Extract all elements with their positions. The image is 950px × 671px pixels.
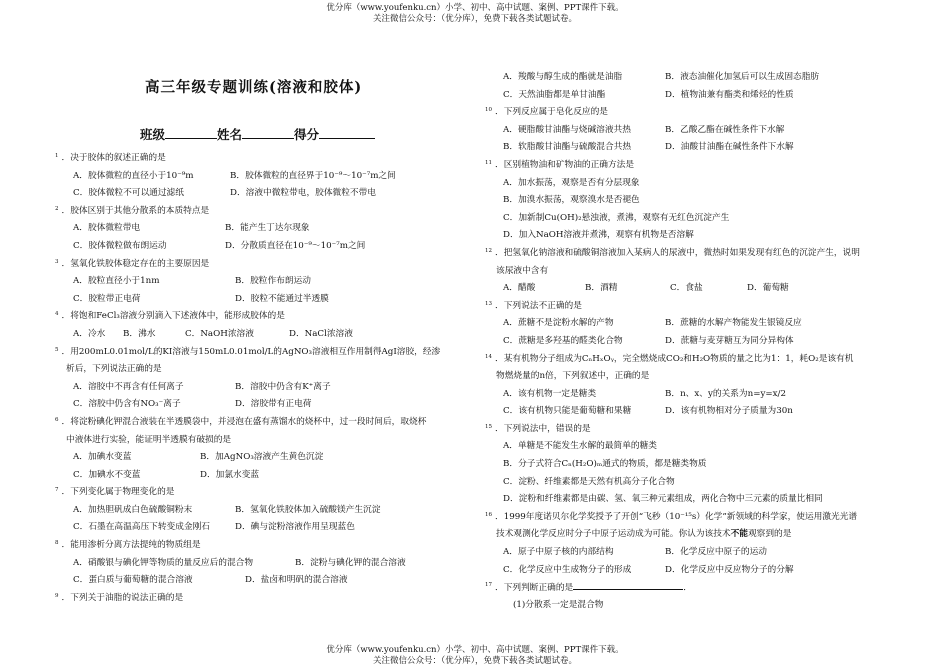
footer-banner-line1: 优分库（www.youfenku.cn）小学、初中、高中试题、案例、PPT课件下载。: [326, 645, 624, 655]
question-1-options-cd: [55, 185, 480, 203]
option-a: A．冷水: [73, 328, 106, 339]
option-a: A．硝酸银与碘化钾等物质的量反应后的混合物: [73, 557, 254, 568]
question-6: $^6$ ．将淀粉碘化钾混合液装在半透膜袋中，并浸泡在盛有蒸馏水的烧杯中，过一段时间后，取烧杯: [55, 416, 427, 427]
option-a: A．羧酸与醇生成的酯就是油脂: [503, 72, 623, 82]
question-11-option-b: B．加溴水振荡，观察溴水是否褪色: [503, 195, 640, 206]
option-b: B．化学反应中原子的运动: [665, 547, 767, 558]
question-4-options: [55, 326, 480, 344]
question-11: $^{11}$ ．区别植物油和矿物油的正确方法是: [485, 159, 634, 170]
option-d: D．该有机物相对分子质量为30n: [665, 406, 793, 417]
option-d: D．加氯水变蓝: [200, 469, 260, 480]
option-d: D．溶液中微粒带电，胶体微粒不带电: [230, 188, 376, 199]
option-c: C．加碘水不变蓝: [73, 469, 141, 480]
question-12: $^{12}$ ．把氢氧化钠溶液和硫酸铜溶液加入某病人的尿液中，微热时如果发现有红色的沉淀产生，说明: [485, 247, 860, 258]
option-c: C．该有机物只能是葡萄糖和果糖: [503, 406, 632, 417]
question-8: $^8$ ．能用渗析分离方法提纯的物质组是: [55, 540, 201, 551]
score-label: 得分: [294, 127, 320, 142]
question-5: $^5$ ．用200mL0.01mol/L的KI溶液与150mL0.01mol/L的AgNO₃溶液相互作用制得AgI溶胶，经渗: [55, 346, 441, 357]
option-b: B．蔗糖的水解产物能发生银镜反应: [665, 318, 802, 329]
option-a: A．胶粒直径小于1nm: [73, 276, 160, 287]
option-c: C．蔗糖是多羟基的醛类化合物: [503, 335, 623, 346]
question-10-options-ab: [485, 122, 910, 140]
footer-banner-line2: 关注微信公众号：（优分库），免费下载各类试题试卷。: [372, 655, 577, 666]
class-blank[interactable]: [165, 127, 217, 139]
question-5-options-cd: [55, 396, 480, 414]
question-12-options: [485, 280, 910, 298]
question-11-option-c: C．加新制Cu(OH)₂悬浊液，煮沸，观察有无红色沉淀产生: [503, 212, 730, 223]
question-10: $^{10}$ ．下列反应属于皂化反应的是: [485, 107, 608, 118]
page-title: 高三年级专题训练(溶液和胶体): [145, 79, 363, 96]
question-15-option-d: D．淀粉和纤维素都是由碳、氢、氧三种元素组成，两化合物中三元素的质量比相同: [503, 494, 823, 505]
question-9: $^9$ ．下列关于油脂的说法正确的是: [55, 592, 184, 603]
question-2-options-ab: [55, 220, 480, 238]
option-d: D．油酸甘油酯在碱性条件下水解: [665, 142, 794, 153]
option-c: C．胶粒带正电荷: [73, 293, 141, 304]
option-c: C．NaOH浓溶液: [185, 328, 254, 339]
question-17: $^{17}$ ．下列判断正确的是 ．: [485, 579, 910, 597]
option-c: C．蛋白质与葡萄糖的混合溶液: [73, 575, 193, 586]
question-16-options-ab: [485, 544, 910, 562]
option-c: C．天然油脂都是单甘油酯: [503, 89, 606, 100]
question-8-options-ab: [55, 555, 480, 573]
option-a: A．硬脂酸甘油酯与烧碱溶液共热: [503, 124, 631, 135]
class-label: 班级: [140, 127, 166, 142]
question-10-options-cd: [485, 139, 910, 157]
option-c: C．石墨在高温高压下转变成金刚石: [73, 522, 210, 533]
student-info-fields: [140, 125, 375, 143]
option-b: B．溶胶中仍含有K⁺离子: [235, 381, 331, 392]
option-c: B．软脂酸甘油酯与硫酸混合共热: [503, 142, 632, 153]
option-a: A．醋酸: [503, 283, 536, 294]
option-b: B．氢氧化铁胶体加入硫酸镁产生沉淀: [235, 504, 381, 515]
question-2: $^2$ ．胶体区别于其他分散系的本质特点是: [55, 205, 210, 216]
question-8-options-cd: [55, 572, 480, 590]
option-a: A．原子中原子核的内部结构: [503, 547, 614, 558]
option-a: A．胶体微粒带电: [73, 223, 141, 234]
question-4: $^4$ ．将饱和FeCl₃溶液分别滴入下述液体中，能形成胶体的是: [55, 311, 285, 322]
option-b: B．加AgNO₃溶液产生黄色沉淀: [200, 452, 324, 463]
option-b: B．胶体微粒的直径界于10⁻⁹～10⁻⁷m之间: [230, 170, 396, 181]
question-16-cont: 技术观测化学反应时分子中原子运动成为可能。你认为该技术不能观察到的是: [496, 529, 792, 540]
footer-banner: [0, 645, 950, 666]
question-6-options-cd: [55, 467, 480, 485]
option-b: B．酒精: [585, 283, 618, 294]
option-d: D．蔗糖与麦芽糖互为同分异构体: [665, 335, 794, 346]
question-2-options-cd: [55, 238, 480, 256]
option-a: A．加热胆矾成白色硫酸铜粉末: [73, 504, 193, 515]
option-c: C．胶体微粒做布朗运动: [73, 240, 167, 251]
option-a: A．蔗糖不是淀粉水解的产物: [503, 318, 614, 329]
header-banner-line1: 优分库（www.youfenku.cn）小学、初中、高中试题、案例、PPT课件下载。: [326, 3, 624, 13]
option-d: D．葡萄糖: [747, 283, 789, 294]
option-b: B．淀粉与碘化钾的混合溶液: [295, 557, 406, 568]
question-3-options-ab: [55, 273, 480, 291]
left-column: [55, 150, 480, 607]
score-blank[interactable]: [319, 127, 375, 139]
answer-blank[interactable]: [573, 579, 683, 590]
question-9-options-cd: [485, 87, 910, 105]
option-c: C．溶胶中仍含有NO₃⁻离子: [73, 399, 181, 410]
header-banner: [0, 3, 950, 24]
header-banner-line2: 关注微信公众号：（优分库），免费下载各类试题试卷。: [372, 13, 577, 24]
question-16: $^{16}$ ．1999年度诺贝尔化学奖授予了开创“飞秒（10⁻¹⁵s）化学”新领域的科学家，使运用激光光谱: [485, 511, 858, 522]
question-1-options-ab: [55, 168, 480, 186]
question-3-options-cd: [55, 291, 480, 309]
question-14-options-cd: [485, 403, 910, 421]
question-9-options-ab: [485, 69, 910, 87]
option-b: B．乙酸乙酯在碱性条件下水解: [665, 124, 785, 135]
option-d: D．溶胶带有正电荷: [235, 399, 312, 410]
question-5-options-ab: [55, 379, 480, 397]
question-7-options-cd: [55, 519, 480, 537]
option-b: B．能产生丁达尔现象: [225, 223, 310, 234]
option-d: D．化学反应中反应物分子的分解: [665, 564, 794, 575]
emphasis-not: 不能: [730, 529, 748, 540]
option-c: C．食盐: [670, 283, 703, 294]
option-d: D．植物油兼有酯类和烯烃的性质: [665, 89, 794, 100]
question-13-options-cd: [485, 333, 910, 351]
question-17-statement-1: (1)分散系一定是混合物: [513, 599, 604, 610]
question-14-cont: 物燃烧量的n倍，下列叙述中，正确的是: [496, 371, 650, 382]
option-b: B．沸水: [123, 328, 156, 339]
right-column: [485, 69, 910, 614]
option-d: D．NaCl浓溶液: [289, 328, 353, 339]
question-1: $^1$ ．决于胶体的叙述正确的是: [55, 153, 166, 163]
option-a: A．该有机物一定是糖类: [503, 388, 597, 399]
question-6-cont: 中液体进行实验，能证明半透膜有破损的是: [66, 434, 232, 445]
option-d: D．盐卤和明矾的混合溶液: [245, 575, 348, 586]
question-15-option-a: A．单糖是不能发生水解的最简单的糖类: [503, 441, 657, 452]
question-16-options-cd: [485, 562, 910, 580]
name-label: 姓名: [217, 127, 243, 142]
option-b: B．胶粒作布朗运动: [235, 276, 311, 287]
question-13: $^{13}$ ．下列说法不正确的是: [485, 300, 582, 311]
option-b: B．n、x、y的关系为n=y=x/2: [665, 388, 787, 399]
option-a: A．胶体微粒的直径小于10⁻⁹m: [73, 170, 194, 181]
option-a: A．溶胶中不再含有任何离子: [73, 381, 184, 392]
question-7: $^7$ ．下列变化属于物理变化的是: [55, 487, 175, 498]
question-6-options-ab: [55, 449, 480, 467]
question-11-option-d: D．加入NaOH溶液并煮沸，观察有机物是否溶解: [503, 230, 694, 241]
question-12-cont: 该尿液中含有: [496, 265, 549, 276]
question-15-option-b: B．分子式符合Cₙ(H₂O)ₘ通式的物质，都是糖类物质: [503, 459, 707, 470]
option-c: C．化学反应中生成物分子的形成: [503, 564, 632, 575]
option-c: C．胶体微粒不可以通过滤纸: [73, 188, 184, 199]
question-14: $^{14}$ ．某有机物分子组成为CₙHₓOᵧ，完全燃烧成CO₂和H₂O物质的量之比为1：1，耗O₂是该有机: [485, 353, 854, 364]
question-11-option-a: A．加水振荡，观察是否有分层现象: [503, 177, 640, 188]
option-d: D．胶粒不能通过半透膜: [235, 293, 329, 304]
option-d: D．分散质直径在10⁻⁹～10⁻⁷m之间: [225, 240, 366, 251]
option-d: D．碘与淀粉溶液作用呈现蓝色: [235, 522, 355, 533]
name-blank[interactable]: [242, 127, 294, 139]
question-14-options-ab: [485, 386, 910, 404]
question-15: $^{15}$ ．下列说法中，错误的是: [485, 423, 591, 434]
option-b: B．液态油催化加氢后可以生成固态脂肪: [665, 72, 820, 82]
question-5-cont: 析后，下列说法正确的是: [66, 364, 162, 375]
question-15-option-c: C．淀粉、纤维素都是天然有机高分子化合物: [503, 476, 675, 487]
question-13-options-ab: [485, 315, 910, 333]
question-7-options-ab: [55, 502, 480, 520]
option-a: A．加碘水变蓝: [73, 452, 132, 463]
question-3: $^3$ ．氢氧化铁胶体稳定存在的主要原因是: [55, 258, 210, 269]
